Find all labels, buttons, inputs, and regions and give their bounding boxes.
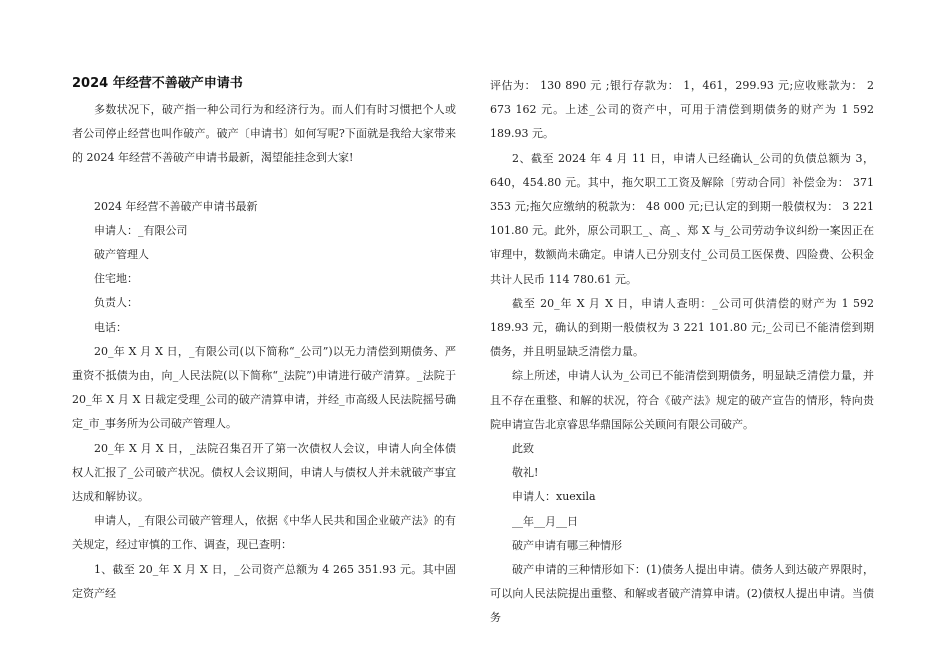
paragraph: 申请人：xuexila — [512, 490, 596, 504]
right-column — [490, 74, 874, 631]
right-column-body — [490, 74, 874, 631]
paragraph: 多数状况下，破产指一种公司行为和经济行为。而人们有时习惯把个人或者公司停止经营也叫作破产。破产〔申请书〕如何写呢?下面就是我给大家带来的 2024 年经营不善破产申请书最新，渴望能挂念到大家! — [72, 103, 456, 165]
left-column — [72, 74, 456, 606]
paragraph: 申请人：_有限公司 — [94, 223, 188, 237]
paragraph: 敬礼! — [512, 466, 539, 480]
document-title: 2024 年经营不善破产申请书 — [72, 76, 243, 91]
left-column-body — [72, 98, 456, 606]
paragraph: 20_年 X 月 X 日，_有限公司(以下简称“_公司”)以无力清偿到期债务、严重资不抵债为由，向_人民法院(以下简称“_法院”)申请进行破产清算。_法院于 20_年 X 月 X 日裁定受理_公司的破产清算申请，并经_市高级人民法院摇号确定_市_事务所为公司破产管理人。 — [72, 344, 456, 431]
paragraph: 电话： — [94, 320, 127, 334]
paragraph: 住宅地： — [94, 272, 138, 286]
paragraph: __年__月__日 — [512, 514, 578, 528]
paragraph: 2024 年经营不善破产申请书最新 — [94, 199, 258, 213]
paragraph: 1、截至 20_年 X 月 X 日，_公司资产总额为 4 265 351.93 元。其中固定资产经 — [72, 562, 456, 600]
paragraph: 评估为： 130 890 元 ;银行存款为： 1，461，299.93 元;应收账款为： 2 673 162 元。上述_公司的资产中，可用于清偿到期债务的财产为 1 592 189.93 元。 — [490, 79, 874, 141]
paragraph: 破产申请的三种情形如下：(1)债务人提出申请。债务人到达破产界限时，可以向人民法院提出重整、和解或者破产清算申请。(2)债权人提出申请。当债务 — [490, 563, 874, 625]
paragraph: 20_年 X 月 X 日，_法院召集召开了第一次债权人会议，申请人向全体债权人汇报了_公司破产状况。债权人会议期间，申请人与债权人并未就破产事宜达成和解协议。 — [72, 441, 456, 504]
paragraph: 综上所述，申请人认为_公司已不能清偿到期债务，明显缺乏清偿力量，并且不存在重整、和解的状况，符合《破产法》规定的破产宣告的情形，特向贵院申请宣告北京睿思华鼎国际公关顾问有限公司破产。 — [490, 369, 874, 431]
paragraph: 截至 20_年 X 月 X 日，申请人查明：_公司可供清偿的财产为 1 592 189.93 元，确认的到期一般债权为 3 221 101.80 元;_公司已不能清偿到期债务，并且明显缺乏清偿力量。 — [490, 296, 874, 359]
paragraph: 此致 — [512, 442, 534, 456]
paragraph: 破产管理人 — [94, 248, 149, 262]
paragraph: 负责人： — [94, 296, 138, 310]
paragraph: 申请人，_有限公司破产管理人，依据《中华人民共和国企业破产法》的有关规定，经过审慎的工作、调查，现已查明： — [72, 514, 456, 552]
paragraph-spacer — [72, 171, 456, 195]
paragraph: 破产申请有哪三种情形 — [512, 538, 622, 552]
paragraph: 2、截至 2024 年 4 月 11 日，申请人已经确认_公司的负债总额为 3，640，454.80 元。其中，拖欠职工工资及解除〔劳动合同〕补偿金为： 371 353 元;拖欠应缴纳的税款为： 48 000 元;已认定的到期一般债权为： 3 221 101.80 元。此外，原公司职工_、高_、郑 X 与_公司劳动争议纠纷一案因正在审理中，数额尚未确定。申请人已分别支付_公司员工医保费、四险费、公积金共计人民币 114 780.61 元。 — [490, 151, 874, 286]
